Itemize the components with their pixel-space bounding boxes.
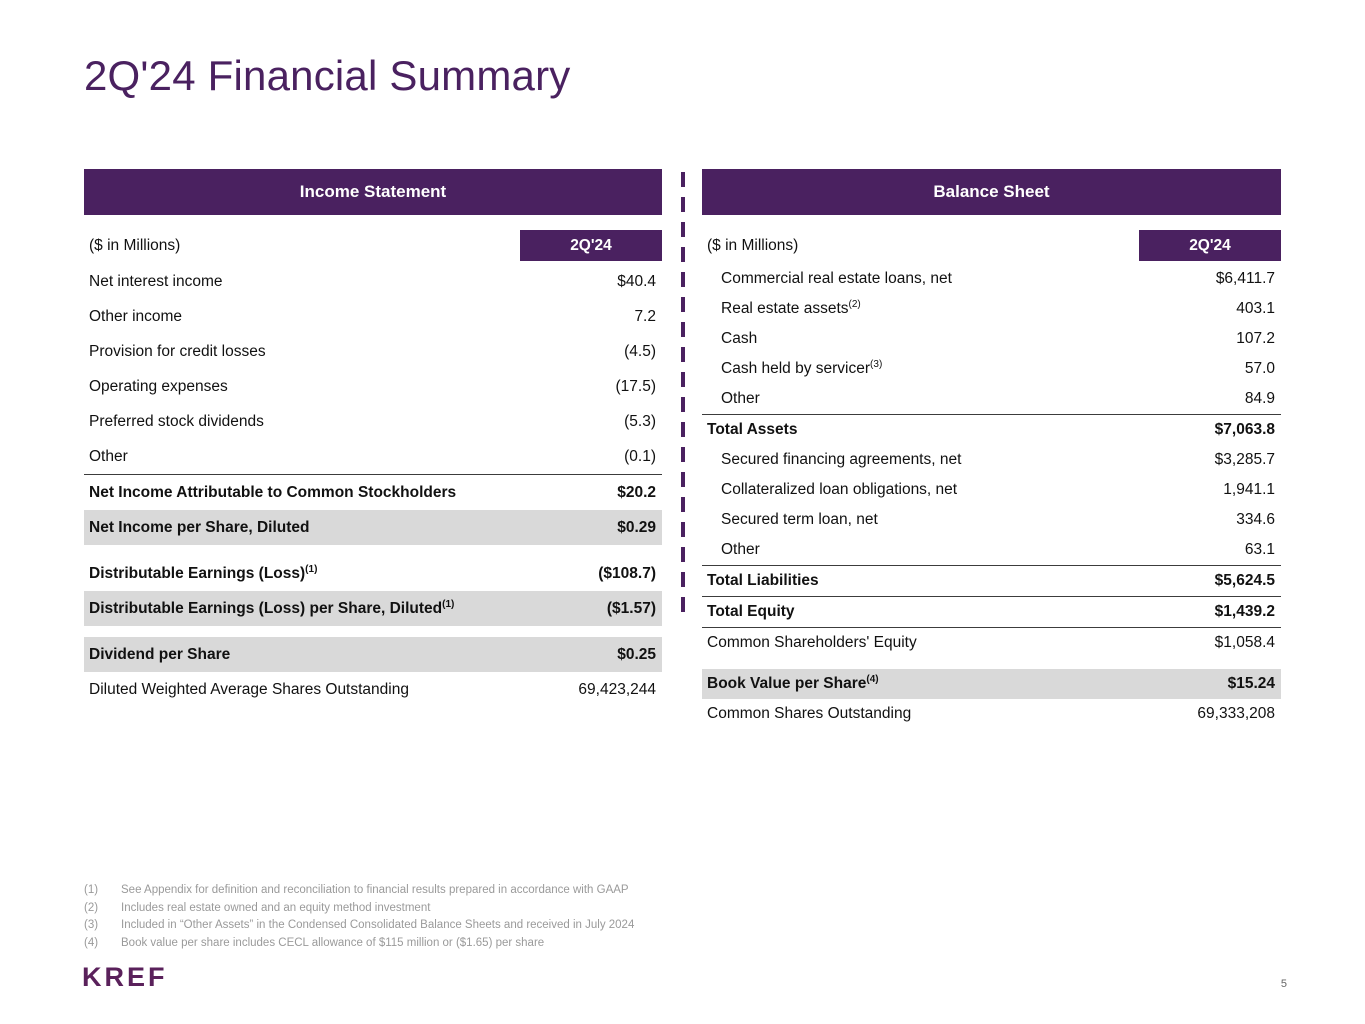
row-value: 84.9 xyxy=(1244,390,1275,407)
row-value: $1,058.4 xyxy=(1214,634,1275,651)
table-row xyxy=(84,556,662,591)
row-value: 69,423,244 xyxy=(578,680,656,698)
table-row xyxy=(702,565,1281,596)
table-row xyxy=(702,264,1281,294)
row-label: Diluted Weighted Average Shares Outstanding xyxy=(89,680,409,698)
footnote-number: (4) xyxy=(84,936,99,949)
page-title: 2Q'24 Financial Summary xyxy=(84,52,571,99)
row-value: (17.5) xyxy=(615,377,656,395)
table-row xyxy=(84,672,662,707)
row-value: $3,285.7 xyxy=(1214,451,1275,468)
row-label: Total Assets xyxy=(707,421,798,438)
row-label: Operating expenses xyxy=(89,377,228,395)
table-row xyxy=(84,591,662,626)
table-row xyxy=(702,414,1281,445)
row-value: ($108.7) xyxy=(598,564,656,582)
row-label: Common Shares Outstanding xyxy=(707,705,912,722)
footnote-number: (3) xyxy=(84,919,99,931)
row-value: $1,439.2 xyxy=(1214,603,1275,620)
table-row xyxy=(84,637,662,672)
balance-sheet-column-header xyxy=(702,230,1281,261)
dashed-divider xyxy=(681,172,685,612)
row-value: $6,411.7 xyxy=(1215,270,1275,287)
row-label: Distributable Earnings (Loss) per Share, Diluted$^{(1)}$ xyxy=(89,598,455,617)
balance-sheet-unit-label: ($ in Millions) xyxy=(707,236,799,254)
balance-sheet-header: Balance Sheet xyxy=(702,169,1281,215)
table-row xyxy=(702,505,1281,535)
footnote xyxy=(84,900,844,918)
table-row xyxy=(702,475,1281,505)
row-label: Total Equity xyxy=(707,603,795,620)
table-row xyxy=(702,596,1281,628)
row-label: Real estate assets$^{(2)}$ xyxy=(721,298,861,317)
table-row xyxy=(702,445,1281,475)
table-row xyxy=(84,439,662,474)
row-label: Cash xyxy=(721,330,758,347)
balance-sheet-rows xyxy=(702,264,1281,729)
table-row xyxy=(702,294,1281,324)
footnote-marker: (1) xyxy=(305,563,318,575)
table-row xyxy=(702,535,1281,565)
row-label: Net Income per Share, Diluted xyxy=(89,518,310,536)
income-statement-header: Income Statement xyxy=(84,169,662,215)
row-value: 57.0 xyxy=(1244,360,1275,377)
row-value: 63.1 xyxy=(1244,541,1275,558)
row-label: Other income xyxy=(89,307,183,325)
row-label: Cash held by servicer$^{(3)}$ xyxy=(721,358,883,377)
table-row xyxy=(84,369,662,404)
footnote-marker: (3) xyxy=(870,358,883,370)
footnote-text: Includes real estate owned and an equity method investment xyxy=(121,901,431,914)
row-label: Preferred stock dividends xyxy=(89,412,264,430)
row-label: Commercial real estate loans, net xyxy=(721,270,952,287)
row-value: $5,624.5 xyxy=(1214,572,1275,589)
kref-logo: KREF xyxy=(82,962,168,992)
income-statement-period-header: 2Q'24 xyxy=(520,230,662,261)
footnote-text: Book value per share includes CECL allowance of $115 million or ($1.65) per share xyxy=(121,936,545,949)
row-value: (4.5) xyxy=(624,342,656,360)
table-row xyxy=(84,264,662,299)
table-row xyxy=(702,354,1281,384)
row-value: ($1.57) xyxy=(606,599,656,617)
table-row xyxy=(84,510,662,545)
row-label: Other xyxy=(721,390,760,407)
row-value: 1,941.1 xyxy=(1223,481,1275,498)
row-value: (0.1) xyxy=(624,447,656,465)
footnotes xyxy=(84,882,844,952)
row-value: 7.2 xyxy=(634,307,656,325)
table-row xyxy=(84,474,662,510)
row-label: Other xyxy=(89,447,128,465)
table-row xyxy=(702,628,1281,658)
income-statement-column-header xyxy=(84,230,662,261)
income-statement-rows xyxy=(84,264,662,707)
row-label: Book Value per Share$^{(4)}$ xyxy=(707,673,879,692)
row-value: 107.2 xyxy=(1236,330,1275,347)
table-row xyxy=(84,334,662,369)
footnote xyxy=(84,882,844,900)
row-label: Common Shareholders' Equity xyxy=(707,634,917,651)
footnote-marker: (4) xyxy=(866,673,879,685)
row-value: 334.6 xyxy=(1236,511,1275,528)
table-row xyxy=(702,384,1281,414)
footnote-marker: (2) xyxy=(848,298,861,310)
page-number: 5 xyxy=(1280,978,1287,990)
row-value: 69,333,208 xyxy=(1197,705,1275,722)
footnote-text: Included in “Other Assets” in the Condensed Consolidated Balance Sheets and received in July 2024 xyxy=(121,919,635,931)
income-statement-table xyxy=(84,169,662,707)
balance-sheet-period-header: 2Q'24 xyxy=(1139,230,1281,261)
row-value: 403.1 xyxy=(1236,300,1275,317)
row-label: Other xyxy=(721,541,760,558)
row-label: Distributable Earnings (Loss)$^{(1)}$ xyxy=(89,563,318,582)
footnote-number: (1) xyxy=(84,884,99,896)
table-row xyxy=(84,299,662,334)
row-label: Provision for credit losses xyxy=(89,342,266,360)
row-label: Net Income Attributable to Common Stockholders xyxy=(89,483,457,501)
row-value: $20.2 xyxy=(617,483,656,501)
row-value: (5.3) xyxy=(624,412,656,430)
row-value: $40.4 xyxy=(617,272,656,290)
income-statement-unit-label: ($ in Millions) xyxy=(89,236,181,254)
row-label: Secured financing agreements, net xyxy=(721,451,962,468)
row-value: $7,063.8 xyxy=(1214,421,1275,438)
footnote xyxy=(84,935,844,953)
row-label: Total Liabilities xyxy=(707,572,819,589)
table-row xyxy=(702,324,1281,354)
table-row xyxy=(702,669,1281,699)
footnote-number: (2) xyxy=(84,901,99,914)
footnote xyxy=(84,917,844,935)
row-value: $0.25 xyxy=(617,645,656,663)
balance-sheet-table xyxy=(702,169,1281,729)
footnote-text: See Appendix for definition and reconciliation to financial results prepared in accordance with GAAP xyxy=(121,884,629,896)
row-label: Dividend per Share xyxy=(89,645,231,663)
row-value: $0.29 xyxy=(617,518,656,536)
table-row xyxy=(702,699,1281,729)
row-label: Secured term loan, net xyxy=(721,511,878,528)
footnote-marker: (1) xyxy=(442,598,455,610)
table-row xyxy=(84,404,662,439)
row-value: $15.24 xyxy=(1227,675,1275,692)
row-label: Collateralized loan obligations, net xyxy=(721,481,958,498)
row-label: Net interest income xyxy=(89,272,223,290)
